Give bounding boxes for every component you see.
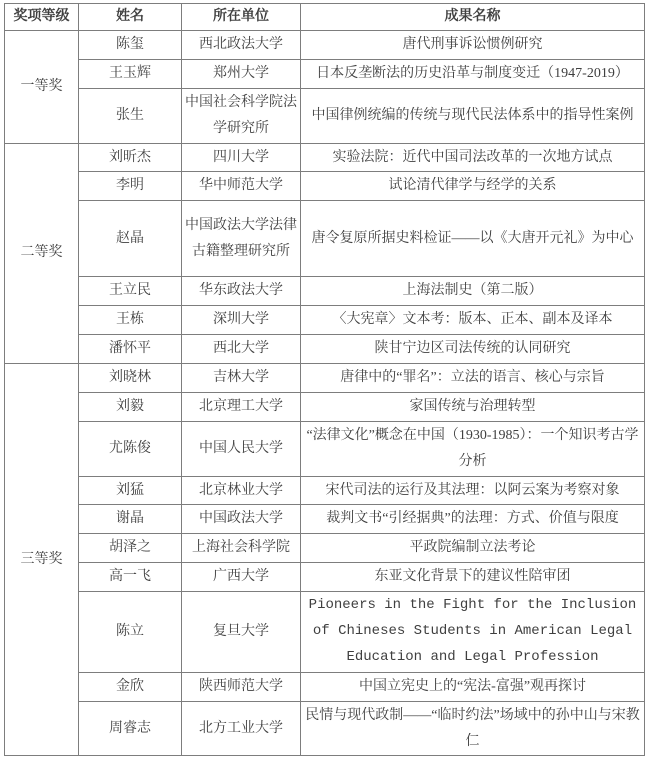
institution-cell: 郑州大学 [182, 59, 301, 88]
institution-cell: 四川大学 [182, 143, 301, 172]
table-row [5, 392, 645, 421]
work-title-cell: 试论清代律学与经学的关系 [301, 172, 645, 201]
institution-cell: 上海社会科学院 [182, 534, 301, 563]
table-row [5, 701, 645, 756]
work-title-cell: 日本反垄断法的历史沿革与制度变迁（1947-2019） [301, 59, 645, 88]
table-row [5, 421, 645, 476]
table-row [5, 672, 645, 701]
work-title-cell: 唐代刑事诉讼惯例研究 [301, 31, 645, 60]
table-row [5, 88, 645, 143]
winner-name-cell: 胡泽之 [79, 534, 182, 563]
table-row [5, 143, 645, 172]
award-level-cell-second-prize: 二等奖 [5, 143, 79, 363]
table-row [5, 277, 645, 306]
winner-name-cell: 刘猛 [79, 476, 182, 505]
table-row [5, 592, 645, 673]
work-title-cell: 唐律中的“罪名”：立法的语言、核心与宗旨 [301, 364, 645, 393]
table-row [5, 563, 645, 592]
work-title-cell: 宋代司法的运行及其法理：以阿云案为考察对象 [301, 476, 645, 505]
institution-cell: 广西大学 [182, 563, 301, 592]
winner-name-cell: 张生 [79, 88, 182, 143]
table-header-row [5, 4, 645, 31]
column-header-work: 成果名称 [301, 4, 645, 31]
table-row [5, 306, 645, 335]
institution-cell: 中国社会科学院法学研究所 [182, 88, 301, 143]
table-row [5, 534, 645, 563]
work-title-cell: “法律文化”概念在中国（1930-1985）：一个知识考古学分析 [301, 421, 645, 476]
winner-name-cell: 王玉辉 [79, 59, 182, 88]
winner-name-cell: 王栋 [79, 306, 182, 335]
table-row [5, 335, 645, 364]
table-row [5, 201, 645, 277]
institution-cell: 中国政法大学法律古籍整理研究所 [182, 201, 301, 277]
table-row [5, 505, 645, 534]
institution-cell: 西北大学 [182, 335, 301, 364]
winner-name-cell: 周睿志 [79, 701, 182, 756]
work-title-cell: 〈大宪章〉文本考：版本、正本、副本及译本 [301, 306, 645, 335]
institution-cell: 华东政法大学 [182, 277, 301, 306]
work-title-cell: 陕甘宁边区司法传统的认同研究 [301, 335, 645, 364]
column-header-unit: 所在单位 [182, 4, 301, 31]
work-title-cell: 家国传统与治理转型 [301, 392, 645, 421]
work-title-cell: Pioneers in the Fight for the Inclusion of Chineses Students in American Legal Education and Legal Profession [301, 592, 645, 673]
work-title-cell: 裁判文书“引经据典”的法理：方式、价值与限度 [301, 505, 645, 534]
column-header-name: 姓名 [79, 4, 182, 31]
winner-name-cell: 刘毅 [79, 392, 182, 421]
work-title-cell: 平政院编制立法考论 [301, 534, 645, 563]
table-row [5, 476, 645, 505]
award-level-cell-third-prize: 三等奖 [5, 364, 79, 756]
winner-name-cell: 赵晶 [79, 201, 182, 277]
table-row [5, 364, 645, 393]
institution-cell: 陕西师范大学 [182, 672, 301, 701]
winner-name-cell: 刘晓林 [79, 364, 182, 393]
winner-name-cell: 高一飞 [79, 563, 182, 592]
work-title-cell: 民情与现代政制——“临时约法”场域中的孙中山与宋教仁 [301, 701, 645, 756]
table-row [5, 59, 645, 88]
awards-table [4, 3, 645, 756]
winner-name-cell: 刘昕杰 [79, 143, 182, 172]
work-title-cell: 实验法院：近代中国司法改革的一次地方试点 [301, 143, 645, 172]
institution-cell: 复旦大学 [182, 592, 301, 673]
winner-name-cell: 王立民 [79, 277, 182, 306]
work-title-cell: 上海法制史（第二版） [301, 277, 645, 306]
institution-cell: 深圳大学 [182, 306, 301, 335]
work-title-cell: 东亚文化背景下的建议性陪审团 [301, 563, 645, 592]
award-level-cell-first-prize: 一等奖 [5, 31, 79, 144]
winner-name-cell: 谢晶 [79, 505, 182, 534]
institution-cell: 华中师范大学 [182, 172, 301, 201]
table-row [5, 31, 645, 60]
winner-name-cell: 李明 [79, 172, 182, 201]
institution-cell: 吉林大学 [182, 364, 301, 393]
winner-name-cell: 陈立 [79, 592, 182, 673]
institution-cell: 北京林业大学 [182, 476, 301, 505]
winner-name-cell: 陈玺 [79, 31, 182, 60]
winner-name-cell: 金欣 [79, 672, 182, 701]
column-header-award-level: 奖项等级 [5, 4, 79, 31]
institution-cell: 中国人民大学 [182, 421, 301, 476]
winner-name-cell: 尤陈俊 [79, 421, 182, 476]
table-row [5, 172, 645, 201]
institution-cell: 中国政法大学 [182, 505, 301, 534]
work-title-cell: 唐令复原所据史料检证——以《大唐开元礼》为中心 [301, 201, 645, 277]
institution-cell: 北方工业大学 [182, 701, 301, 756]
institution-cell: 西北政法大学 [182, 31, 301, 60]
work-title-cell: 中国立宪史上的“宪法-富强”观再探讨 [301, 672, 645, 701]
institution-cell: 北京理工大学 [182, 392, 301, 421]
work-title-cell: 中国律例统编的传统与现代民法体系中的指导性案例 [301, 88, 645, 143]
winner-name-cell: 潘怀平 [79, 335, 182, 364]
